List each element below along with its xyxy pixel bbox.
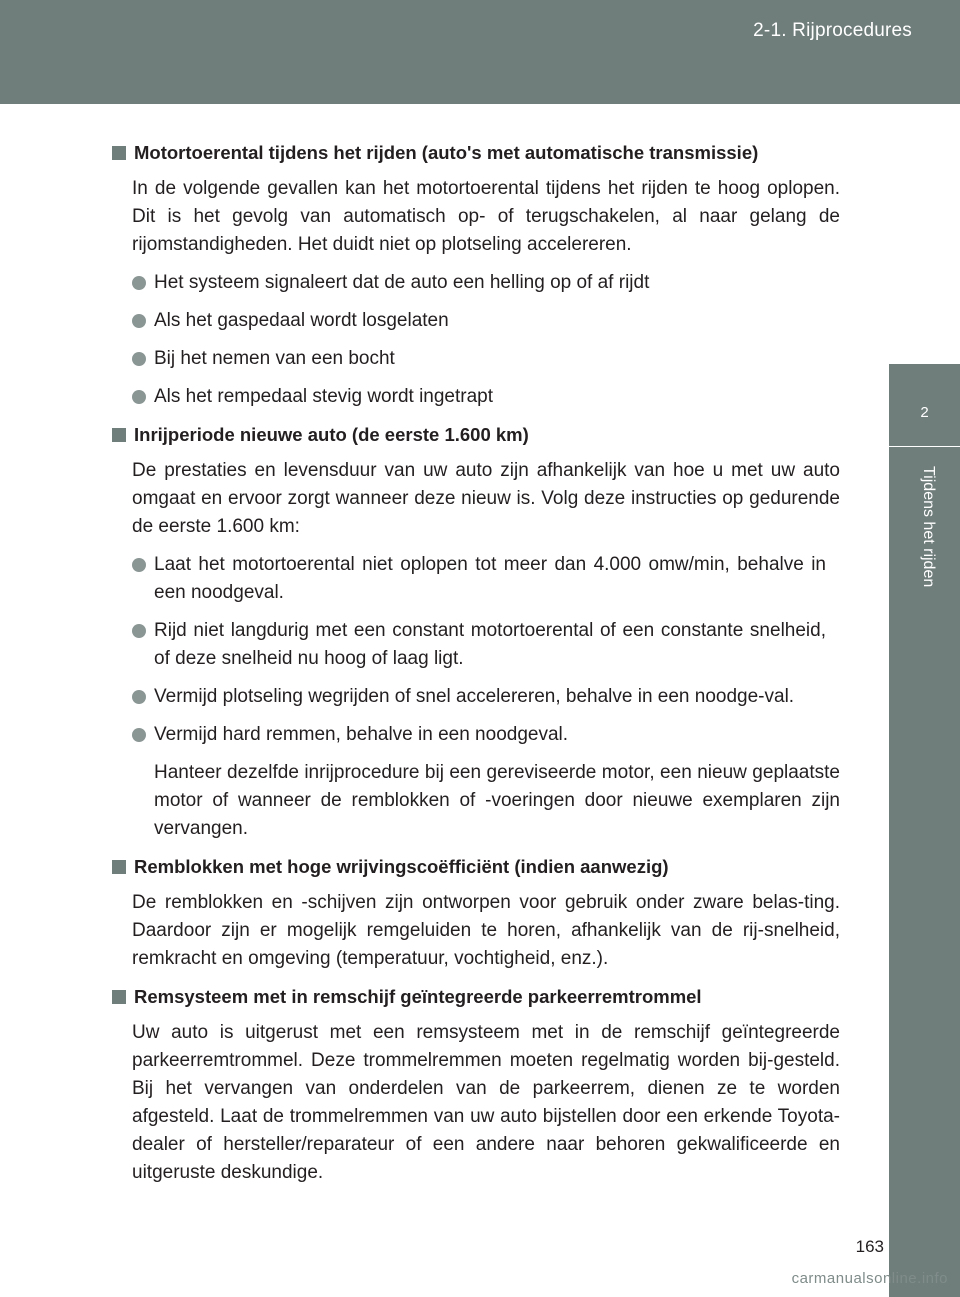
chapter-number: 2: [920, 404, 929, 421]
circle-bullet-icon: [132, 558, 146, 572]
square-bullet-icon: [112, 990, 126, 1004]
section-paragraph: De remblokken en -schijven zijn ontworpen voor gebruik onder zware belas-ting. Daardoor zijn er mogelijk remgeluiden te horen, afhankelijk van de rij-snelheid, remkracht en omgeving (temperatuur, vochtigheid, enz.).: [132, 892, 840, 969]
list-item: Vermijd plotseling wegrijden of snel accelereren, behalve in een noodge-val.: [112, 683, 826, 711]
chapter-title: 2-1. Rijprocedures: [753, 20, 912, 41]
chapter-label: Tijdens het rijden: [920, 466, 937, 588]
page-content: [112, 139, 840, 1197]
section-heading: Remblokken met hoge wrijvingscoëfficiënt (indien aanwezig): [112, 853, 840, 881]
section-heading: Inrijperiode nieuwe auto (de eerste 1.600 km): [112, 421, 840, 449]
circle-bullet-icon: [132, 390, 146, 404]
list-item: Als het rempedaal stevig wordt ingetrapt: [112, 383, 826, 411]
page-number: 163: [855, 1237, 884, 1256]
list-item: Bij het nemen van een bocht: [112, 345, 826, 373]
section-heading: Motortoerental tijdens het rijden (auto's met automatische transmissie): [112, 139, 840, 167]
list-item: Vermijd hard remmen, behalve in een noodgeval.: [112, 721, 826, 749]
list-item: Laat het motortoerental niet oplopen tot meer dan 4.000 omw/min, behalve in een noodgeval.: [112, 551, 826, 607]
circle-bullet-icon: [132, 728, 146, 742]
circle-bullet-icon: [132, 276, 146, 290]
list-item: Het systeem signaleert dat de auto een helling op of af rijdt: [112, 269, 826, 297]
list-item: Als het gaspedaal wordt losgelaten: [112, 307, 826, 335]
page-header: [0, 0, 960, 104]
side-tab-divider: [889, 446, 960, 447]
list-item: Rijd niet langdurig met een constant motortoerental of een constante snelheid, of deze snelheid nu hoog of laag ligt.: [112, 617, 826, 673]
section-note: Hanteer dezelfde inrijprocedure bij een gereviseerde motor, een nieuw geplaatste motor of wanneer de remblokken of -voeringen door nieuwe exemplaren zijn vervangen.: [154, 762, 840, 839]
chapter-side-tab: [889, 364, 960, 1297]
square-bullet-icon: [112, 860, 126, 874]
square-bullet-icon: [112, 146, 126, 160]
circle-bullet-icon: [132, 352, 146, 366]
circle-bullet-icon: [132, 314, 146, 328]
square-bullet-icon: [112, 428, 126, 442]
section-paragraph: Uw auto is uitgerust met een remsysteem met in de remschijf geïntegreerde parkeerremtrommel. Deze trommelremmen moeten regelmatig worden bij-gesteld. Bij het vervangen van onderdelen van de parkeerrem, dienen ze te worden afgesteld. Laat de trommelremmen van uw auto bijstellen door een erkende Toyota-dealer of hersteller/reparateur of een andere naar behoren gekwalificeerde en uitgeruste deskundige.: [132, 1022, 840, 1183]
section-paragraph: In de volgende gevallen kan het motortoerental tijdens het rijden te hoog oplopen. Dit is het gevolg van automatisch op- of terugschakelen, al naar gelang de rijomstandigheden. Het duidt niet op plotseling accelereren.: [132, 178, 840, 255]
section-paragraph: De prestaties en levensduur van uw auto zijn afhankelijk van hoe u met uw auto omgaat en ervoor zorgt wanneer deze nieuw is. Volg deze instructies op gedurende de eerste 1.600 km:: [132, 460, 840, 537]
section-heading: Remsysteem met in remschijf geïntegreerde parkeerremtrommel: [112, 983, 840, 1011]
circle-bullet-icon: [132, 690, 146, 704]
watermark: carmanualsonline.info: [791, 1270, 948, 1287]
circle-bullet-icon: [132, 624, 146, 638]
